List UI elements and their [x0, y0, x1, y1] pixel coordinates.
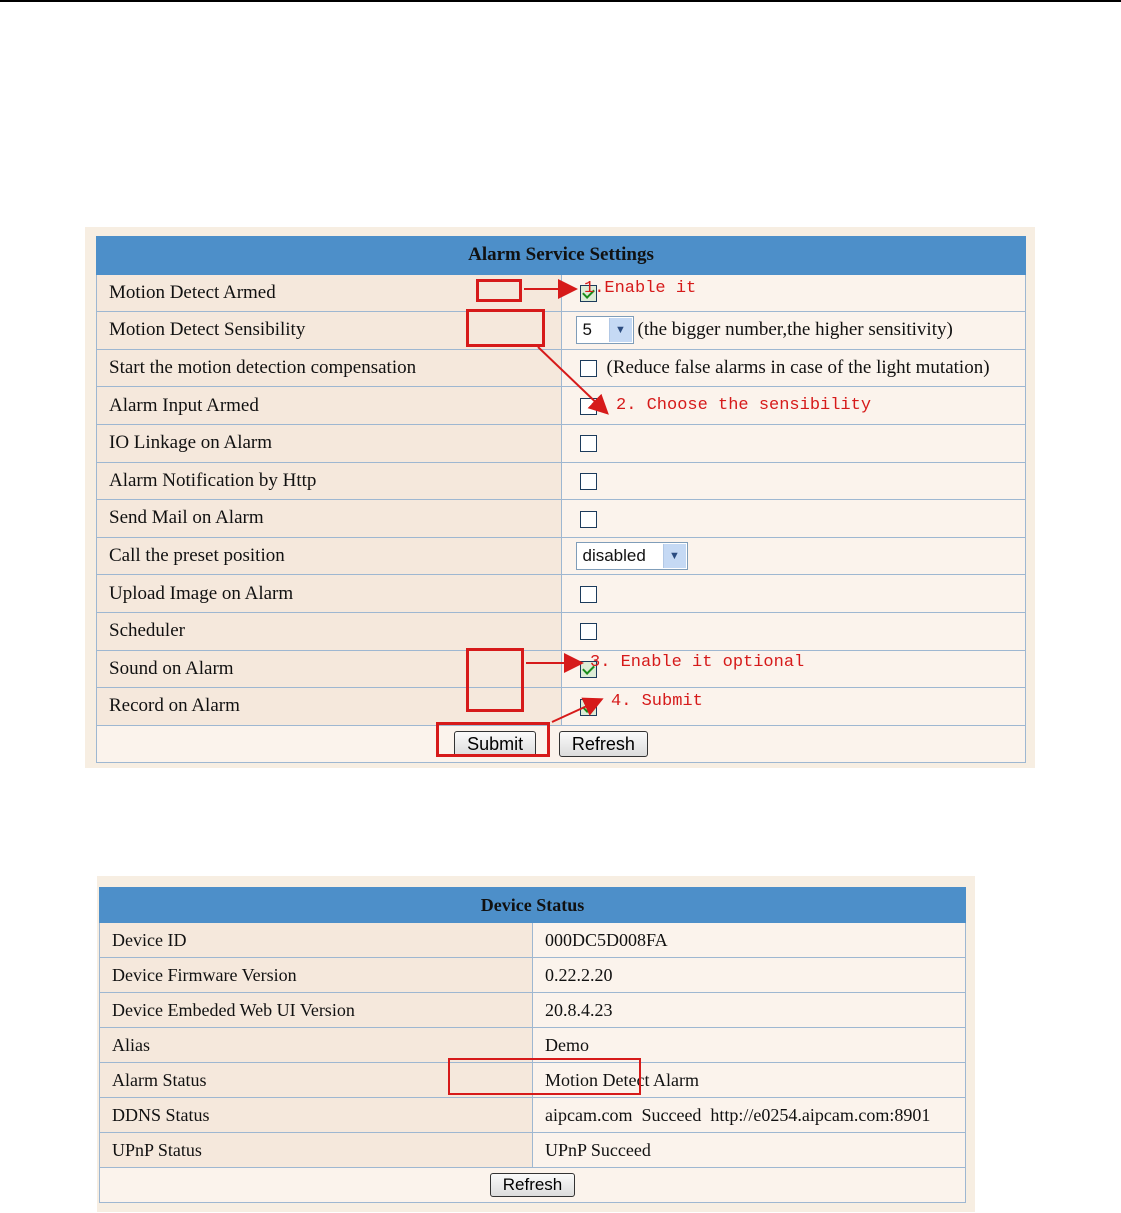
status-label: Device ID: [100, 923, 533, 958]
status-value: 20.8.4.23: [533, 993, 966, 1028]
row-label: Motion Detect Sensibility: [97, 312, 562, 350]
compensation-note: (Reduce false alarms in case of the light mutation): [606, 357, 990, 379]
status-label: Alarm Status: [100, 1063, 533, 1098]
annotation-step2: 2. Choose the sensibility: [616, 396, 872, 415]
preset-position-select[interactable]: disabled ▼: [576, 542, 688, 570]
alarm-settings-title: Alarm Service Settings: [97, 237, 1026, 275]
sensibility-select[interactable]: 5 ▼: [576, 316, 634, 344]
status-row-firmware: [100, 958, 966, 993]
row-label: Record on Alarm: [97, 688, 562, 726]
status-label: Alias: [100, 1028, 533, 1063]
status-value: aipcam.com Succeed http://e0254.aipcam.com:8901: [533, 1098, 966, 1133]
device-status-table: [99, 887, 966, 1203]
row-label: Call the preset position: [97, 537, 562, 575]
row-label: Alarm Input Armed: [97, 387, 562, 425]
row-label: Send Mail on Alarm: [97, 500, 562, 538]
status-label: DDNS Status: [100, 1098, 533, 1133]
status-refresh-button[interactable]: Refresh: [490, 1173, 576, 1197]
sensibility-note: (the bigger number,the higher sensitivity): [637, 319, 953, 341]
row-label: Sound on Alarm: [97, 650, 562, 688]
status-row-web-ui: [100, 993, 966, 1028]
refresh-button[interactable]: Refresh: [559, 731, 648, 757]
submit-button[interactable]: Submit: [454, 731, 536, 757]
row-label: IO Linkage on Alarm: [97, 424, 562, 462]
chevron-down-icon: ▼: [609, 318, 632, 342]
status-row-upnp: [100, 1133, 966, 1168]
annotation-step4: 4. Submit: [611, 692, 703, 711]
status-row-device-id: [100, 923, 966, 958]
status-value: 000DC5D008FA: [533, 923, 966, 958]
status-label: UPnP Status: [100, 1133, 533, 1168]
chevron-down-icon: ▼: [663, 544, 686, 568]
status-value: Motion Detect Alarm: [533, 1063, 966, 1098]
status-row-ddns: [100, 1098, 966, 1133]
arrow-step4: [552, 700, 600, 722]
row-label: Scheduler: [97, 612, 562, 650]
status-label: Device Firmware Version: [100, 958, 533, 993]
arrow-step2: [538, 347, 606, 412]
device-status-title: Device Status: [100, 888, 966, 923]
annotation-step1: 1.Enable it: [584, 279, 697, 298]
row-label: Upload Image on Alarm: [97, 575, 562, 613]
status-label: Device Embeded Web UI Version: [100, 993, 533, 1028]
row-label: Start the motion detection compensation: [97, 349, 562, 387]
status-value: 0.22.2.20: [533, 958, 966, 993]
row-label: Alarm Notification by Http: [97, 462, 562, 500]
annotation-box-alarm-status: [448, 1058, 641, 1095]
status-value: Demo: [533, 1028, 966, 1063]
status-value: UPnP Succeed: [533, 1133, 966, 1168]
row-label: Motion Detect Armed: [97, 274, 562, 312]
annotation-step3: 3. Enable it optional: [590, 653, 805, 672]
